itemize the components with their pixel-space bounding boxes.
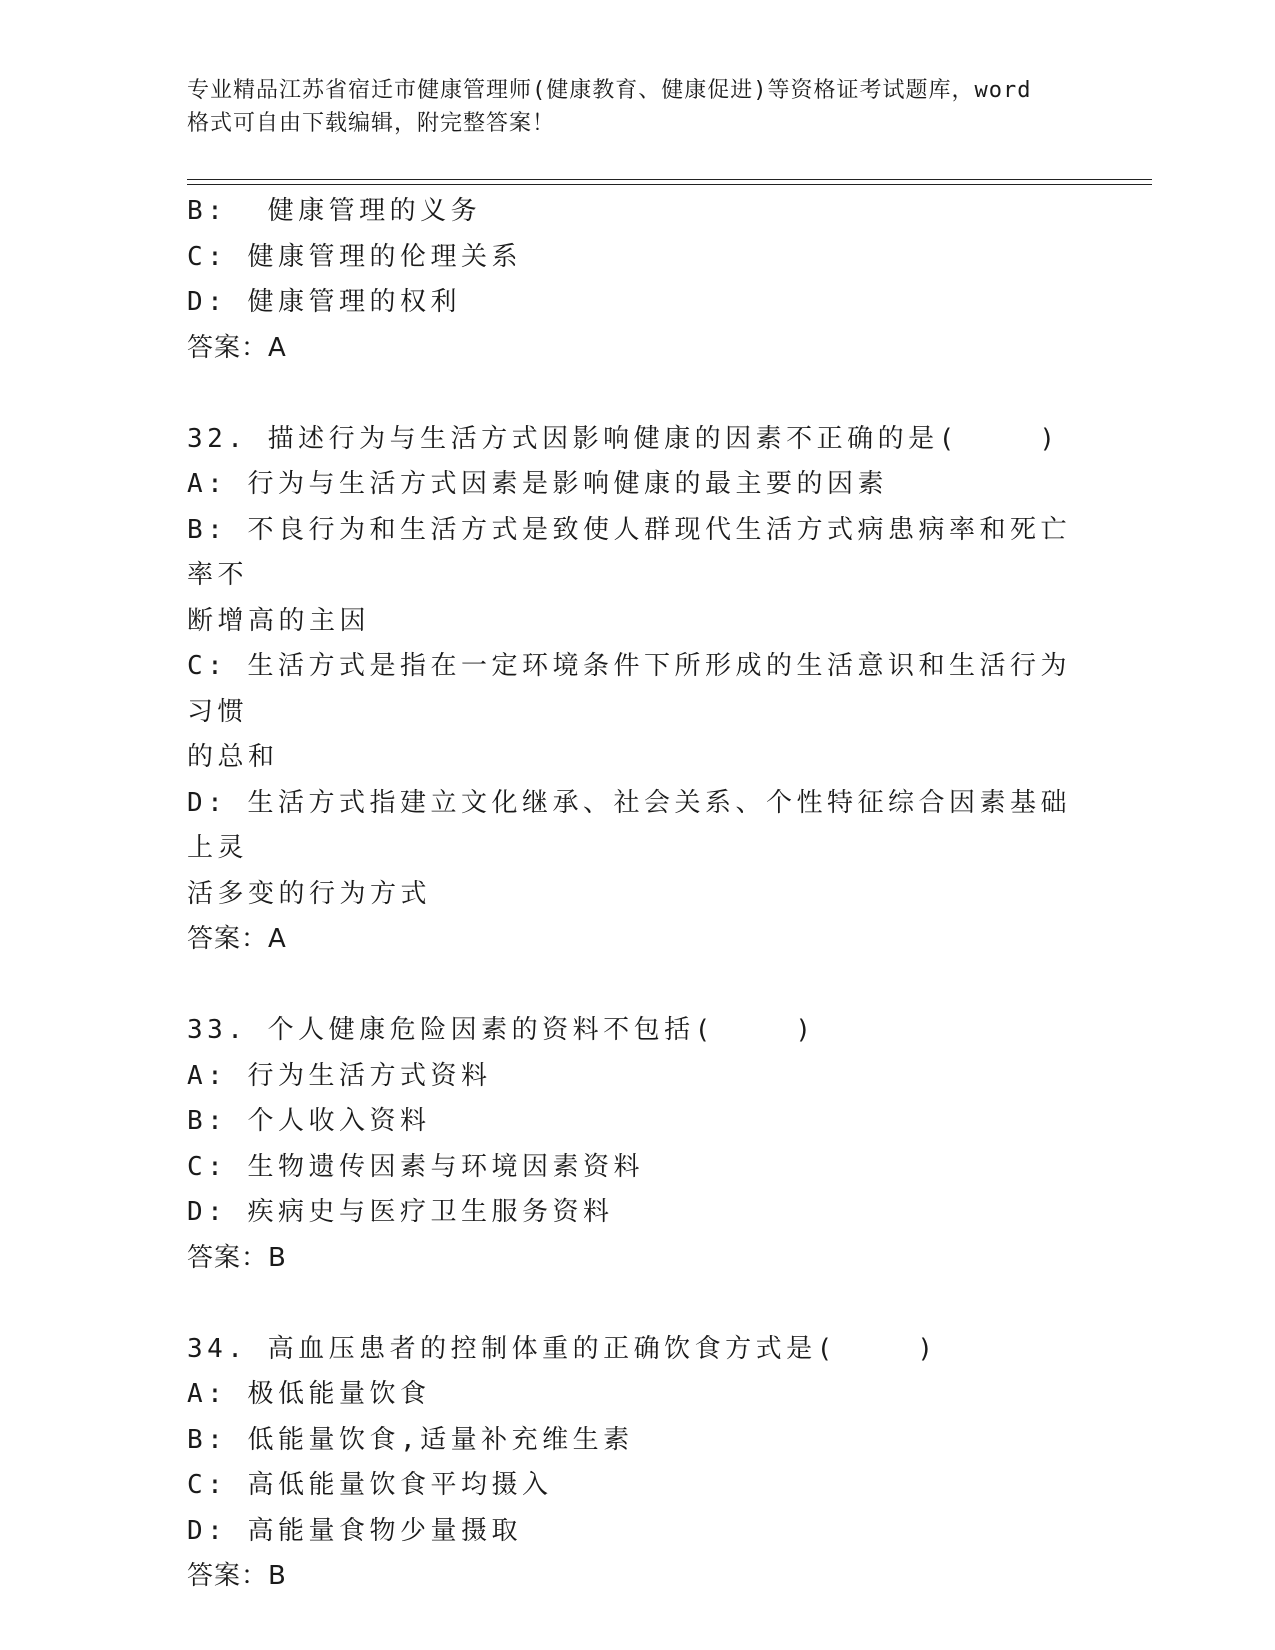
option-c: C: 生活方式是指在一定环境条件下所形成的生活意识和生活行为习惯 (187, 651, 1071, 727)
answer-line: 答案：A (187, 332, 287, 363)
header-line-1: 专业精品江苏省宿迁市健康管理师(健康教育、健康促进)等资格证考试题库，word (187, 78, 1032, 103)
spacer (187, 963, 1087, 1009)
answer-line: 答案：A (187, 924, 287, 954)
question-list (187, 189, 1087, 1600)
option-b: B: 个人收入资料 (187, 1106, 431, 1136)
header-divider-top (187, 179, 1152, 180)
spacer (187, 371, 1087, 417)
option-d: D: 高能量食物少量摄取 (187, 1515, 522, 1546)
option-b: B: 不良行为和生活方式是致使人群现代生活方式病患病率和死亡率不 (187, 514, 1071, 590)
option-d: D: 生活方式指建立文化继承、社会关系、个性特征综合因素基础上灵 (187, 787, 1071, 863)
question-text: 33. 个人健康危险因素的资料不包括( ) (187, 1015, 816, 1045)
option-a: A: 极低能量饮食 (187, 1379, 431, 1409)
option-d: D: 健康管理的权利 (187, 287, 461, 317)
question-block-34 (187, 1327, 1087, 1600)
question-block-31 (187, 189, 1087, 371)
option-c-continued: 的总和 (187, 742, 279, 772)
option-c: C: 高低能量饮食平均摄入 (187, 1470, 553, 1500)
option-b: B: 低能量饮食,适量补充维生素 (187, 1424, 634, 1455)
answer-line: 答案：B (187, 1561, 287, 1591)
option-b-continued: 断增高的主因 (187, 605, 371, 636)
option-a: A: 行为生活方式资料 (187, 1060, 492, 1091)
question-block-32 (187, 417, 1087, 963)
question-text: 34. 高血压患者的控制体重的正确饮食方式是( ) (187, 1333, 938, 1364)
option-a: A: 行为与生活方式因素是影响健康的最主要的因素 (187, 469, 888, 499)
header-line-2: 格式可自由下载编辑，附完整答案！ (187, 111, 556, 136)
question-text: 32. 描述行为与生活方式因影响健康的因素不正确的是( ) (187, 423, 1060, 454)
spacer (187, 1281, 1087, 1327)
option-d-continued: 活多变的行为方式 (187, 878, 432, 909)
option-d: D: 疾病史与医疗卫生服务资料 (187, 1197, 614, 1227)
answer-line: 答案：B (187, 1242, 287, 1273)
header-divider-bottom (187, 184, 1152, 185)
question-block-33 (187, 1008, 1087, 1281)
option-c: C: 健康管理的伦理关系 (187, 241, 522, 272)
option-c: C: 生物遗传因素与环境因素资料 (187, 1151, 644, 1182)
page-header (187, 74, 1087, 140)
option-b: B: 健康管理的义务 (187, 196, 482, 226)
